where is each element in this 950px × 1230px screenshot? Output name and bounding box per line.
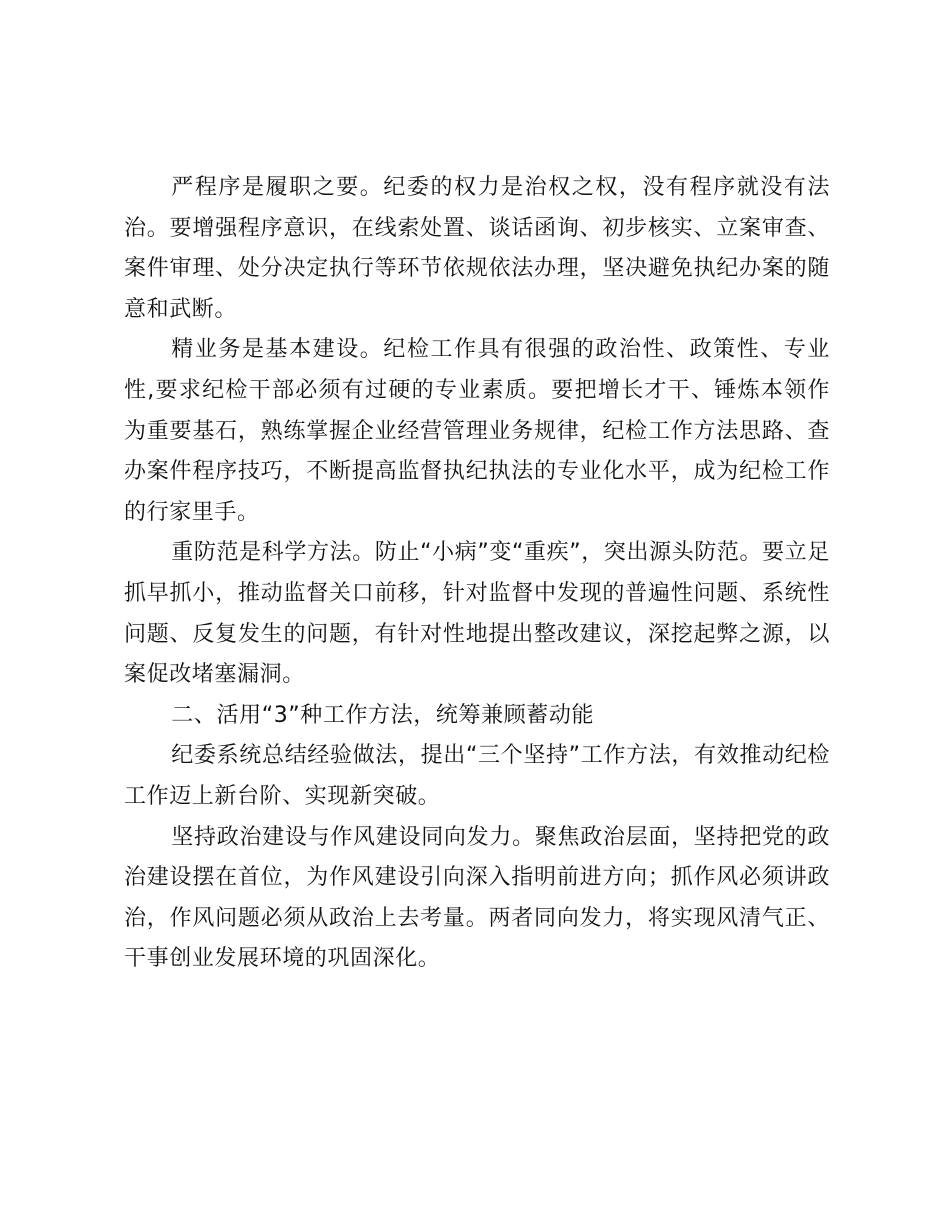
paragraph-prevention: 重防范是科学方法。防止“小病”变“重疾”，突出源头防范。要立足抓早抓小，推动监督关口前移，针对监督中发现的普遍性问题、系统性问题、反复发生的问题，有针对性地提出整改建议，深挖起弊之源，以案促改堵塞漏洞。 xyxy=(124,540,830,688)
section-heading-two: 二、活用“3”种工作方法，统筹兼顾蓄动能 xyxy=(171,702,595,728)
paragraph-three-persists: 纪委系统总结经验做法，提出“三个坚持”工作方法，有效推动纪检工作迈上新台阶、实现新突破。 xyxy=(124,743,830,809)
paragraph-professional-skill: 精业务是基本建设。纪检工作具有很强的政治性、政策性、专业性,要求纪检干部必须有过硬的专业素质。要把增长才干、锤炼本领作为重要基石，熟练掌握企业经营管理业务规律，纪检工作方法思路、查办案件程序技巧，不断提高监督执纪执法的专业化水平，成为纪检工作的行家里手。 xyxy=(124,337,830,525)
paragraph-strict-procedure: 严程序是履职之要。纪委的权力是治权之权，没有程序就没有法治。要增强程序意识，在线索处置、谈话函询、初步核实、立案审查、案件审理、处分决定执行等环节依规依法办理，坚决避免执纪办案的随意和武断。 xyxy=(124,175,830,322)
paragraph-political-and-style: 坚持政治建设与作风建设同向发力。聚焦政治层面，坚持把党的政治建设摆在首位，为作风建设引向深入指明前进方向；抓作风必须讲政治，作风问题必须从政治上去考量。两者同向发力，将实现风清气正、干事创业发展环境的巩固深化。 xyxy=(124,824,830,972)
document-body xyxy=(124,168,830,980)
